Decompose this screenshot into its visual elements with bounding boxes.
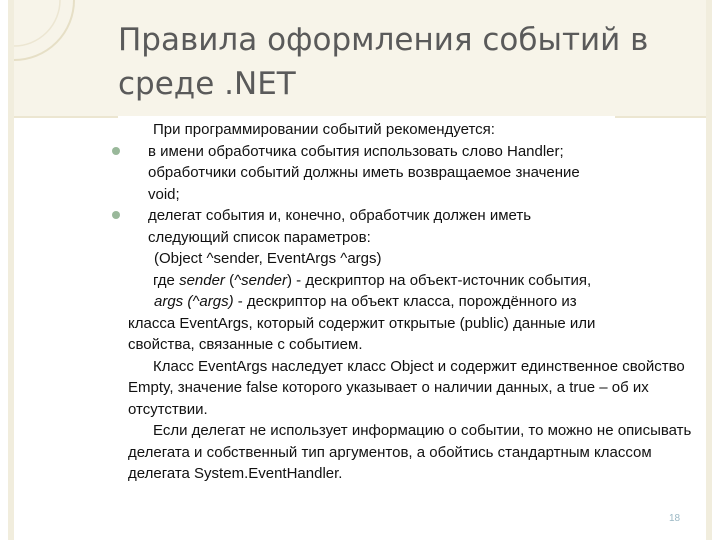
bullet-line: следующий список параметров: — [148, 228, 371, 246]
bullet-line: в имени обработчика события использовать слово Handler; — [148, 142, 564, 160]
bullet-item-handler-naming — [128, 141, 702, 206]
delegate-paragraph: Если делегат не использует информацию о событии, то можно не описывать делегата и собственный тип аргументов, а обойтись стандартным классом делегата System.EventHandler. — [128, 422, 692, 482]
bullet-line: делегат события и, конечно, обработчик должен иметь — [148, 207, 532, 224]
slide-body — [128, 119, 702, 485]
title-line-1: Правила оформления событий в — [118, 22, 649, 58]
sender-name: sender — [179, 271, 225, 289]
bullet-item-parameters — [128, 205, 702, 248]
bullet-line: void; — [148, 185, 180, 203]
slide-title — [118, 18, 698, 106]
args-rest: - дескриптор на объект класса, порождённого из — [233, 293, 577, 310]
title-rule-right — [615, 116, 706, 118]
eventargs-paragraph: Класс EventArgs наследует класс Object и содержит единственное свойство Empty, значение false которого указывает о наличии данных, а true – об их отсутствии. — [128, 357, 685, 418]
args-description — [128, 291, 702, 313]
sender-rest: ) - дескриптор на объект-источник события, — [287, 271, 592, 289]
sender-prefix: где — [153, 271, 180, 289]
title-line-2: среде .NET — [118, 66, 296, 102]
corner-ornament-icon — [14, 0, 80, 66]
args-code: (^args) — [183, 293, 234, 310]
args-continuation-2: свойства, связанные с событием. — [128, 336, 363, 353]
bullet-line: обработчики событий должны иметь возвращаемое значение — [148, 164, 580, 181]
bullet-dot-icon — [112, 147, 120, 155]
intro-text: При программировании событий рекомендуется: — [153, 121, 495, 138]
args-name: args — [154, 293, 184, 310]
bullet-dot-icon — [112, 211, 120, 219]
sender-description — [128, 270, 702, 292]
slide-number: 18 — [669, 513, 681, 524]
sender-paren: ( — [224, 271, 235, 289]
args-continuation-1: класса EventArgs, который содержит открытые (public) данные или — [128, 314, 596, 332]
sender-code: ^sender — [234, 271, 288, 289]
parameters-signature: (Object ^sender, EventArgs ^args) — [154, 250, 382, 267]
frame-right-border — [706, 0, 712, 540]
title-rule-left — [14, 116, 118, 118]
